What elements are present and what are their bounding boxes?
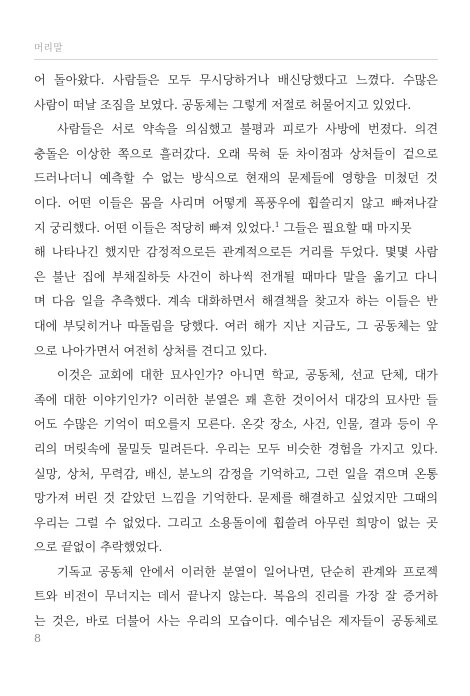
text-line: 해 나타나긴 했지만 감정적으로든 관계적으로든 거리를 두었다. 몇몇 사람 (34, 245, 438, 260)
text-line: 으로 끝없이 추락했었다. (34, 540, 163, 555)
text-line: 어도 수많은 기억이 떠오를지 모른다. 온갖 장소, 사건, 인물, 결과 등이 우 (34, 417, 438, 432)
text-line: 으로 나아가면서 여전히 상처를 견디고 있다. (34, 343, 268, 358)
running-header: 머리말 (34, 43, 64, 54)
text-line: 이것은 교회에 대한 묘사인가? 아니면 학교, 공동체, 선교 단체, 대가 (57, 368, 438, 383)
text-line: 는 것은, 바로 더불어 사는 우리의 모습이다. 예수님은 제자들이 공동체로 (34, 614, 438, 629)
text-line: 며 다음 일을 추측했다. 계속 대화하면서 해결책을 찾고자 하는 이들은 반 (34, 294, 438, 309)
page-number: 8 (34, 632, 41, 645)
text-line: 사람들은 서로 약속을 의심했고 불평과 피로가 사방에 번졌다. 의견 (57, 122, 438, 137)
text-line: 실망, 상처, 무력감, 배신, 분노의 감정을 기억하고, 그런 일을 겪으며 온통 (34, 466, 438, 481)
text-line: 드러나더니 예측할 수 없는 방식으로 현재의 문제들에 영향을 미쳤던 것 (34, 171, 438, 186)
text-line: 우리는 그럴 수 없었다. 그리고 소용돌이에 휩쓸려 아무런 희망이 없는 곳 (34, 515, 438, 530)
text-line: 리의 머릿속에 물밀듯 밀려든다. 우리는 모두 비슷한 경험을 가지고 있다. (34, 441, 438, 456)
text-line: 대에 부딪히거나 따돌림을 당했다. 여러 해가 지난 지금도, 그 공동체는 앞 (34, 318, 438, 333)
text-line-with-footnote (34, 216, 438, 241)
text-line: 기독교 공동체 안에서 이러한 분열이 일어나면, 단순히 관계와 프로젝 (57, 564, 438, 579)
text-line: 어 돌아왔다. 사람들은 모두 무시당하거나 배신당했다고 느꼈다. 수많은 (34, 73, 438, 87)
text-line: 트와 비전이 무너지는 데서 끝나지 않는다. 복음의 진리를 가장 잘 증거하 (34, 589, 438, 604)
text-line: 족에 대한 이야기인가? 이러한 분열은 꽤 흔한 것이어서 대강의 묘사만 들 (34, 392, 438, 407)
body-text (34, 68, 438, 634)
text-fragment: 지 궁리했다. 어떤 이들은 적당히 빠져 있었다. (34, 220, 276, 235)
header-rule (34, 59, 438, 60)
text-fragment: 그들은 필요할 때 마지못 (279, 220, 412, 235)
text-line: 사람이 떠날 조짐을 보였다. 공동체는 그렇게 저절로 허물어지고 있었다. (34, 97, 412, 112)
text-line: 이다. 어떤 이들은 몸을 사리며 어떻게 폭풍우에 휩쓸리지 않고 빠져나갈 (34, 195, 438, 210)
text-line: 망가져 버린 것 같았던 느낌을 기억한다. 문제를 해결하고 싶었지만 그때의 (34, 491, 438, 506)
footnote-mark: 1 (275, 220, 280, 229)
text-line: 충돌은 이상한 쪽으로 흘러갔다. 오래 묵혀 둔 차이점과 상처들이 겉으로 (34, 146, 438, 161)
text-line: 은 불난 집에 부채질하듯 사건이 하나씩 전개될 때마다 말을 옮기고 다니 (34, 269, 438, 284)
